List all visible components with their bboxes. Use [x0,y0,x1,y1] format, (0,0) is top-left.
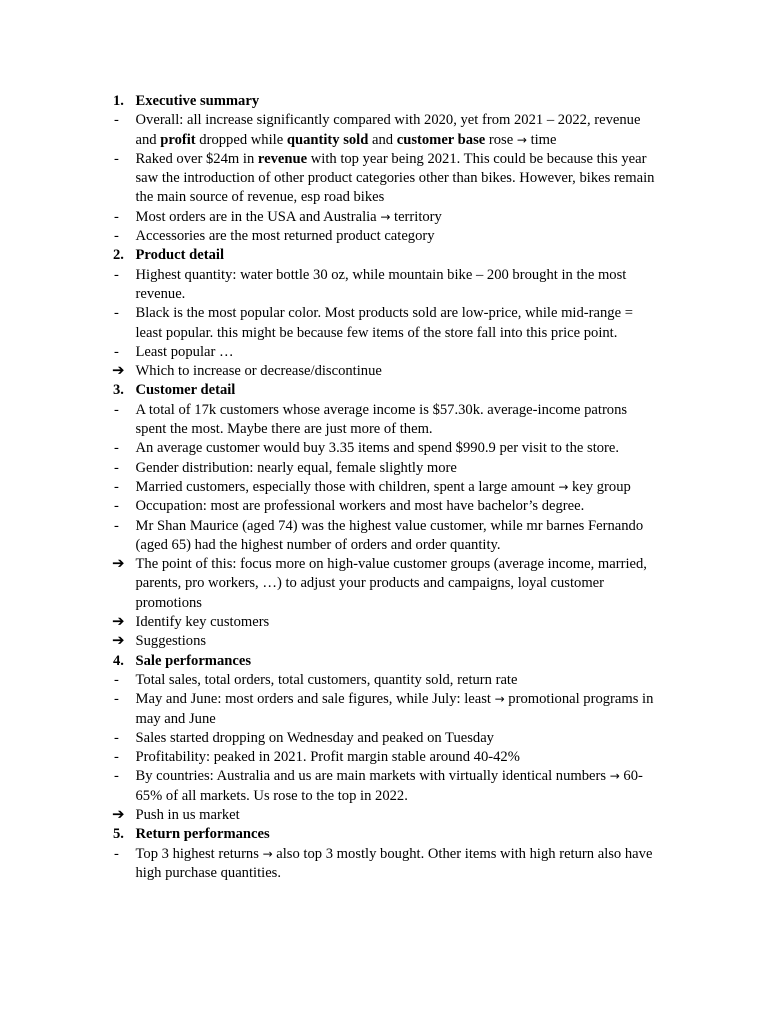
text-run: Married customers, especially those with children, spent a large amount [135,478,559,495]
text-run: dropped while [195,131,287,148]
arrow-bullet-icon: ➔ [112,806,125,823]
section-heading [0,246,768,265]
list-item-line [0,613,768,632]
list-item-line [0,420,768,439]
dash-bullet: - [114,478,119,495]
text-run: least popular. this might be because few items of the store fall into this price point. [135,324,618,341]
text-run: promotional programs in [504,691,654,708]
text-run: high purchase quantities. [135,864,281,881]
dash-bullet: - [114,228,119,245]
list-item-text [136,594,202,613]
list-item-text [136,227,435,246]
list-item-line [0,690,768,709]
dash-bullet: - [114,691,119,708]
list-item-text [136,864,282,883]
list-item-text [136,806,240,825]
list-item-line [0,304,768,323]
list-item-line [0,459,768,478]
list-item-line [0,594,768,613]
text-run: and [135,131,161,148]
text-run: Identify key customers [135,614,270,631]
section-number: 2. [113,247,124,264]
right-arrow-icon: → [262,846,273,861]
right-arrow-icon: → [516,132,527,147]
list-item-text [136,285,186,304]
text-run: 65% of all markets. Us rose to the top in 2022. [135,787,408,804]
text-run: may and June [135,710,216,727]
list-item-text [136,517,644,536]
section-title: Executive summary [135,93,260,109]
section-title: Customer detail [135,382,236,399]
list-item-line [0,497,768,516]
section-heading [0,92,768,111]
dash-bullet: - [114,517,119,534]
text-run: Top 3 highest returns [135,845,263,862]
list-item-text [136,710,216,729]
section-title: Return performances [135,826,270,843]
text-run: with top year being 2021. This could be because this year [307,150,647,167]
text-run: Which to increase or decrease/discontinue [135,363,382,380]
text-run: Total sales, total orders, total customers, quantity sold, return rate [135,671,518,688]
list-item-text [136,497,585,516]
list-item-text [136,613,270,632]
text-run: Accessories are the most returned product category [135,228,435,245]
list-item-line [0,343,768,362]
dash-bullet: - [114,768,119,785]
list-item-line [0,517,768,536]
section-number: 5. [113,826,124,843]
text-run: saw the introduction of other product categories other than bikes. However, bikes remain [135,170,655,187]
list-item-text [136,362,382,381]
dash-bullet: - [114,498,119,515]
text-run: By countries: Australia and us are main markets with virtually identical numbers [135,768,610,785]
dash-bullet: - [114,150,119,167]
list-item-line [0,729,768,748]
text-run: Most orders are in the USA and Australia [135,208,381,225]
list-item-line [0,536,768,555]
list-item-line [0,574,768,593]
list-item-line [0,285,768,304]
right-arrow-icon: → [380,209,391,224]
text-run: Occupation: most are professional workers and most have bachelor’s degree. [135,498,585,515]
list-item-text [136,150,647,169]
list-item-text [136,729,494,748]
dash-bullet: - [114,671,119,688]
list-item-line [0,787,768,806]
list-item-text [136,632,207,651]
list-item-line [0,208,768,227]
text-run: promotions [135,594,202,611]
text-run: and [368,131,397,148]
text-run: Black is the most popular color. Most products sold are low-price, while mid-range = [135,305,633,322]
text-run: time [526,131,557,148]
right-arrow-icon: → [609,769,620,784]
list-item-line [0,439,768,458]
text-run: revenue. [135,285,186,302]
list-item-text [136,478,631,497]
section-number: 4. [113,652,124,669]
text-run: Highest quantity: water bottle 30 oz, while mountain bike – 200 brought in the most [135,266,627,283]
section-number: 1. [113,93,124,109]
text-run: also top 3 mostly bought. Other items with high return also have [272,845,653,862]
text-run: rose [485,131,517,148]
list-item-line [0,227,768,246]
list-item-text [136,787,408,806]
list-item-line [0,169,768,188]
list-item-text [136,536,501,555]
section-title: Sale performances [135,652,252,669]
bold-term: quantity sold [286,131,369,148]
list-item-text [136,401,628,420]
list-item-text [136,439,620,458]
bold-term: revenue [257,150,308,167]
list-item-text [136,208,442,227]
bold-term: customer base [396,131,486,148]
arrow-bullet-icon: ➔ [112,556,125,573]
section-heading [0,825,768,844]
list-item-line [0,671,768,690]
dash-bullet: - [114,112,119,129]
list-item-line [0,111,768,130]
text-run: (aged 65) had the highest number of orders and order quantity. [135,536,501,553]
bold-term: profit [160,131,196,148]
text-run: key group [568,478,631,495]
list-item-text [136,304,633,323]
list-item-text [136,574,605,593]
list-item-text [136,671,518,690]
section-number: 3. [113,382,124,399]
text-run: 60- [619,768,643,785]
dash-bullet: - [114,208,119,225]
text-run: Gender distribution: nearly equal, female slightly more [135,459,457,476]
document-page [0,92,768,883]
text-run: May and June: most orders and sale figures, while July: least [135,691,495,708]
dash-bullet: - [114,440,119,457]
list-item-line [0,845,768,864]
list-item-text [136,343,234,362]
text-run: Sales started dropping on Wednesday and peaked on Tuesday [135,729,494,746]
dash-bullet: - [114,305,119,322]
arrow-bullet-icon: ➔ [112,363,125,380]
dash-bullet: - [114,401,119,418]
list-item-text [136,266,627,285]
list-item-line [0,362,768,381]
text-run: Least popular … [135,343,234,360]
list-item-line [0,864,768,883]
list-item-line [0,748,768,767]
list-item-line [0,324,768,343]
arrow-bullet-icon: ➔ [112,614,125,631]
text-run: spent the most. Maybe there are just more of them. [135,421,433,438]
list-item-text [136,555,647,574]
list-item-line [0,266,768,285]
text-run: Raked over $24m in [135,150,258,167]
text-run: Overall: all increase significantly compared with 2020, yet from 2021 – 2022, revenue [135,112,641,129]
list-item-text [136,845,653,864]
text-run: Suggestions [135,633,207,650]
dash-bullet: - [114,459,119,476]
list-item-line [0,150,768,169]
section-heading [0,652,768,671]
dash-bullet: - [114,266,119,283]
list-item-text [136,324,618,343]
list-item-line [0,767,768,786]
text-run: Push in us market [135,806,240,823]
text-run: territory [390,208,442,225]
dash-bullet: - [114,845,119,862]
list-item-text [136,459,457,478]
dash-bullet: - [114,729,119,746]
list-item-text [136,188,385,207]
list-item-text [136,690,654,709]
list-item-line [0,131,768,150]
list-item-line [0,632,768,651]
list-item-text [136,169,655,188]
right-arrow-icon: → [494,692,505,707]
list-item-text [136,111,641,130]
text-run: The point of this: focus more on high-value customer groups (average income, married, [135,556,647,573]
list-item-text [136,131,557,150]
text-run: Profitability: peaked in 2021. Profit margin stable around 40-42% [135,749,520,766]
text-run: An average customer would buy 3.35 items and spend $990.9 per visit to the store. [135,440,620,457]
list-item-text [136,748,520,767]
list-item-line [0,401,768,420]
list-item-line [0,555,768,574]
list-item-line [0,806,768,825]
text-run: A total of 17k customers whose average income is $57.30k. average-income patrons [135,401,628,418]
list-item-text [136,767,643,786]
list-item-line [0,478,768,497]
dash-bullet: - [114,343,119,360]
text-run: the main source of revenue, esp road bikes [135,189,385,206]
list-item-line [0,188,768,207]
dash-bullet: - [114,749,119,766]
text-run: Mr Shan Maurice (aged 74) was the highest value customer, while mr barnes Fernando [135,517,644,534]
arrow-bullet-icon: ➔ [112,633,125,650]
list-item-text [136,420,433,439]
right-arrow-icon: → [558,479,569,494]
section-heading [0,381,768,400]
text-run: parents, pro workers, …) to adjust your products and campaigns, loyal customer [135,575,605,592]
list-item-line [0,710,768,729]
section-title: Product detail [135,247,225,264]
